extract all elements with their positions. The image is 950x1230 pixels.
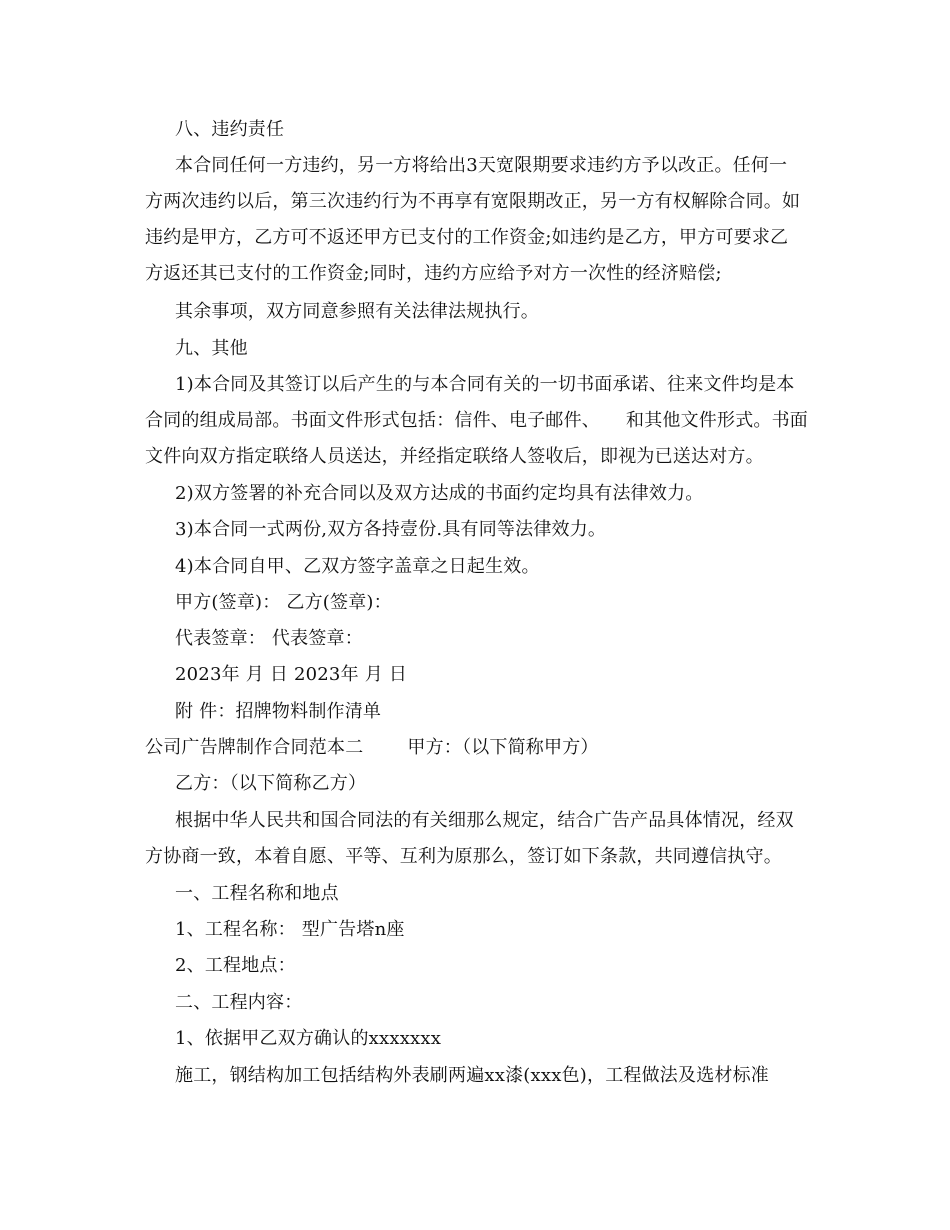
contract-2-content-item-1: 1、依据甲乙双方确认的xxxxxxx xyxy=(175,1028,442,1049)
signature-parties: 甲方(签章)： 乙方(签章)： xyxy=(175,592,392,613)
section-9-title: 九、其他 xyxy=(175,338,248,359)
section-9-item-1-line-2-part-1: 合同的组成局部。书面文件形式包括：信件、电子邮件、 xyxy=(145,410,600,431)
section-8-paragraph-line-1: 本合同任何一方违约，另一方将给出3天宽限期要求违约方予以改正。任何一 xyxy=(175,155,788,176)
attachment-note: 附 件：招牌物料制作清单 xyxy=(175,701,382,722)
section-9-item-1-line-1: 1)本合同及其签订以后产生的与本合同有关的一切书面承诺、往来文件均是本 xyxy=(175,374,795,395)
signature-dates: 2023年 月 日 2023年 月 日 xyxy=(175,664,408,685)
signature-representatives: 代表签章： 代表签章： xyxy=(175,628,363,649)
section-9-item-3: 3)本合同一式两份,双方各持壹份.具有同等法律效力。 xyxy=(175,519,607,540)
contract-2-intro-line-1: 根据中华人民共和国合同法的有关细那么规定，结合广告产品具体情况，经双 xyxy=(175,810,794,831)
section-8-paragraph-line-3: 违约是甲方，乙方可不返还甲方已支付的工作资金;如违约是乙方，甲方可要求乙 xyxy=(145,227,789,248)
section-8-remaining-matters: 其余事项，双方同意参照有关法律法规执行。 xyxy=(175,301,539,322)
section-9-item-2: 2)双方签署的补充合同以及双方达成的书面约定均具有法律效力。 xyxy=(175,483,704,504)
section-8-title: 八、违约责任 xyxy=(175,119,285,140)
contract-2-title: 公司广告牌制作合同范本二 xyxy=(145,737,364,758)
contract-2-intro-line-2: 方协商一致，本着自愿、平等、互利为原那么，签订如下条款，共同遵信执守。 xyxy=(145,846,782,867)
contract-2-section-1-title: 一、工程名称和地点 xyxy=(175,883,339,904)
contract-2-heading-line xyxy=(145,730,815,766)
contract-2-party-a: 甲方：（以下简称甲方） xyxy=(407,737,599,758)
contract-2-project-location: 2、工程地点： xyxy=(175,955,296,976)
section-9-item-1-line-2-part-2: 和其他文件形式。书面 xyxy=(626,410,808,431)
section-9-item-1-line-3: 文件向双方指定联络人员送达，并经指定联络人签收后，即视为已送达对方。 xyxy=(145,446,764,467)
section-9-item-4: 4)本合同自甲、乙双方签字盖章之日起生效。 xyxy=(175,556,540,577)
section-8-paragraph-line-4: 方返还其已支付的工作资金;同时，违约方应给予对方一次性的经济赔偿; xyxy=(145,263,722,284)
contract-2-project-name: 1、工程名称： 型广告塔n座 xyxy=(175,919,405,940)
contract-2-section-2-title: 二、工程内容： xyxy=(175,992,303,1013)
section-9-item-1-line-2 xyxy=(145,403,815,439)
contract-2-party-b: 乙方：（以下简称乙方） xyxy=(175,773,367,794)
section-8-paragraph-line-2: 方两次违约以后，第三次违约行为不再享有宽限期改正，另一方有权解除合同。如 xyxy=(145,191,801,212)
contract-2-content-item-1-continued: 施工，钢结构加工包括结构外表刷两遍xx漆(xxx色)，工程做法及选材标准 xyxy=(175,1065,769,1086)
